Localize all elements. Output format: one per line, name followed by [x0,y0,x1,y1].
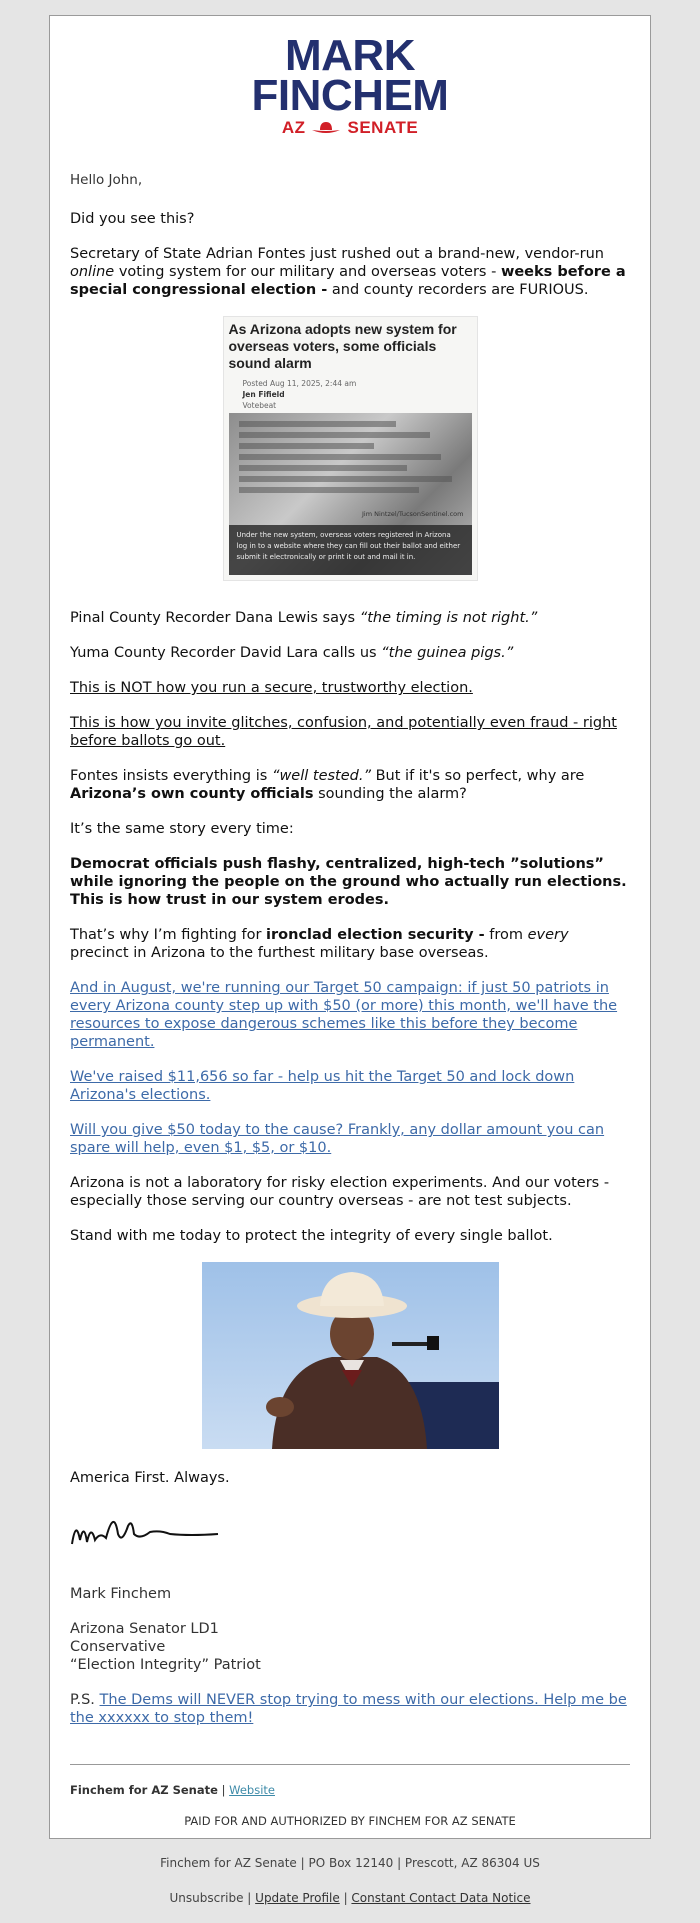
unsubscribe-link[interactable]: Unsubscribe [169,1891,244,1905]
logo-office: SENATE [347,118,419,137]
paragraph-yuma: Yuma County Recorder David Lara calls us “the guinea pigs.” [70,645,514,661]
mailer-footer [0,1856,700,1905]
logo-last-name: FINCHEM [251,71,449,120]
paragraph-intro: Did you see this? [70,211,195,227]
campaign-logo [50,31,650,138]
news-outlet: Votebeat [242,401,277,410]
candidate-photo [202,1262,499,1449]
logo-state: AZ [281,118,306,137]
website-link[interactable]: Website [229,1783,275,1797]
email-footer [70,1764,630,1828]
closing-line: America First. Always. [70,1470,230,1486]
ballot-photo [229,413,472,575]
paid-for-disclaimer: PAID FOR AND AUTHORIZED BY FINCHEM FOR AZ SENATE [184,1814,516,1828]
news-author: Jen Fifield [242,390,285,399]
footer-divider [70,1764,630,1765]
mailer-links: Unsubscribe | Update Profile | Constant Contact Data Notice [169,1891,531,1905]
paragraph-not-secure: This is NOT how you run a secure, trustworthy election. [70,680,473,696]
paragraph-glitches: This is how you invite glitches, confusion, and potentially even fraud - right before ballots go out. [70,715,617,749]
news-meta [243,378,472,411]
paragraph-stand-with-me: Stand with me today to protect the integrity of every single ballot. [70,1228,553,1244]
ps-link[interactable]: The Dems will NEVER stop trying to mess with our elections. Help me be the xxxxxx to stop them! [70,1692,627,1726]
photo-credit: Jim Nintzel/TucsonSentinel.com [362,510,464,518]
email-content [70,171,630,1744]
donate-50-link[interactable]: Will you give $50 today to the cause? Frankly, any dollar amount you can spare will help, even $1, $5, or $10. [70,1122,605,1156]
logo-subtitle [50,118,650,138]
paragraph-laboratory: Arizona is not a laboratory for risky election experiments. And our voters - especially those serving our country overseas - are not test subjects. [70,1175,610,1209]
paragraph-pinal: Pinal County Recorder Dana Lewis says “the timing is not right.” [70,610,538,626]
paragraph-democrats: Democrat officials push flashy, centralized, high-tech ”solutions” while ignoring the people on the ground who actually run elections. This is how trust in our system erodes. [70,856,627,908]
email-body [49,15,651,1839]
news-posted: Posted Aug 11, 2025, 2:44 am [242,379,357,388]
mailing-address: Finchem for AZ Senate | PO Box 12140 | Prescott, AZ 86304 US [160,1856,540,1870]
paragraph-ironclad: That’s why I’m fighting for ironclad election security - from every precinct in Arizona to the furthest military base overseas. [70,927,569,961]
news-article-image [223,316,478,581]
raised-so-far-link[interactable]: We've raised $11,656 so far - help us hit the Target 50 and lock down Arizona's elections. [70,1069,575,1103]
postscript: P.S. The Dems will NEVER stop trying to mess with our elections. Help me be the xxxxxx to stop them! [70,1692,627,1726]
news-headline: As Arizona adopts new system for overseas voters, some officials sound alarm [228,321,457,371]
signature [70,1504,630,1559]
update-profile-link[interactable]: Update Profile [255,1891,340,1905]
photo-caption: Under the new system, overseas voters registered in Arizona log in to a website where they can fill out their ballot and either submit it electronically or print it out and mail it in. [229,525,472,575]
paragraph-same-story: It’s the same story every time: [70,821,294,837]
data-notice-link[interactable]: Constant Contact Data Notice [351,1891,531,1905]
paragraph-fontes: Secretary of State Adrian Fontes just rushed out a brand-new, vendor-run online voting system for our military and overseas voters - weeks before a special congressional election - and county recorders are FURIOUS. [70,246,626,298]
signature-name: Mark Finchem [70,1586,172,1602]
footer-org-line: Finchem for AZ Senate | Website [70,1783,275,1797]
logo-first-name: MARK [285,31,415,80]
cowboy-hat-icon [311,121,341,135]
paragraph-well-tested: Fontes insists everything is “well tested.” But if it's so perfect, why are Arizona’s own county officials sounding the alarm? [70,768,585,802]
signature-titles: Arizona Senator LD1 Conservative “Election Integrity” Patriot [70,1621,261,1673]
target-50-link[interactable]: And in August, we're running our Target 50 campaign: if just 50 patriots in every Arizona county step up with $50 (or more) this month, we'll have the resources to expose dangerous schemes like this before they become permanent. [70,980,618,1050]
greeting: Hello John, [70,172,143,188]
